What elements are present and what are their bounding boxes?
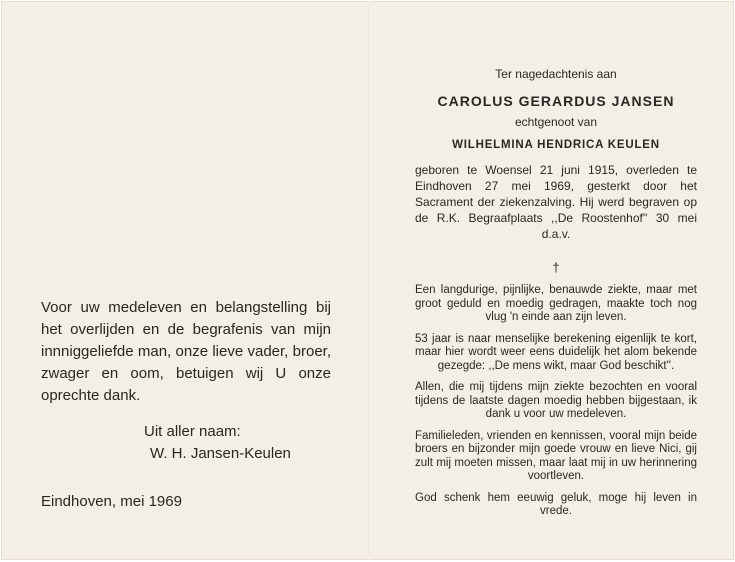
spouse-label: echtgenoot van <box>514 115 598 129</box>
verse-paragraph: God schenk hem eeuwig geluk, moge hij leven in vrede. <box>415 491 697 517</box>
verse-paragraph: Familieleden, vrienden en kennissen, vooral mijn beide broers en bijzonder mijn goede vrouw en lieve Nici, gij zult mij moeten missen, maar laat mij in uw herinnering voortleven. <box>415 429 697 482</box>
thanks-text: Voor uw medeleven en belangstelling bij het overlijden en de begrafenis van mijn innniggeliefde man, onze lieve vader, broer, zwager en oom, betuigen wij U onze oprechte dank. <box>41 299 331 404</box>
signature-block <box>144 421 291 465</box>
memorial-intro: Ter nagedachtenis aan <box>495 67 617 81</box>
signature-name: W. H. Jansen-Keulen <box>150 445 291 462</box>
place-date: Eindhoven, mei 1969 <box>41 493 182 510</box>
verse-paragraph: Allen, die mij tijdens mijn ziekte bezochten en vooral tijdens de laatste dagen moedig hebben bijgestaan, ik dank u voor uw medeleven. <box>415 381 697 420</box>
verse-paragraph: Een langdurige, pijnlijke, benauwde ziekte, maar met groot geduld en moedig gedragen, maakte toch nog vlug 'n einde aan zijn leven. <box>415 284 697 323</box>
biography: geboren te Woensel 21 juni 1915, overleden te Eindhoven 27 mei 1969, gesterkt door het Sacrament der ziekenzalving. Hij werd begraven op de R.K. Begraafplaats ,,De Roostenhof'' 30 mei d.a.v. <box>415 163 697 241</box>
spouse-name: WILHELMINA HENDRICA KEULEN <box>452 139 660 151</box>
deceased-name: CAROLUS GERARDUS JANSEN <box>437 93 675 109</box>
card-fold <box>368 1 370 560</box>
memorial-section <box>415 61 697 519</box>
memorial-card <box>1 1 734 560</box>
thanks-section <box>41 297 331 407</box>
signature-intro: Uit aller naam: <box>144 423 241 440</box>
cross-icon: † <box>552 260 560 275</box>
verse-paragraph: 53 jaar is naar menselijke berekening eigenlijk te kort, maar hier wordt weer eens duidelijk het alom bekende gezegde: ,,De mens wikt, maar God beschikt''. <box>415 332 697 372</box>
